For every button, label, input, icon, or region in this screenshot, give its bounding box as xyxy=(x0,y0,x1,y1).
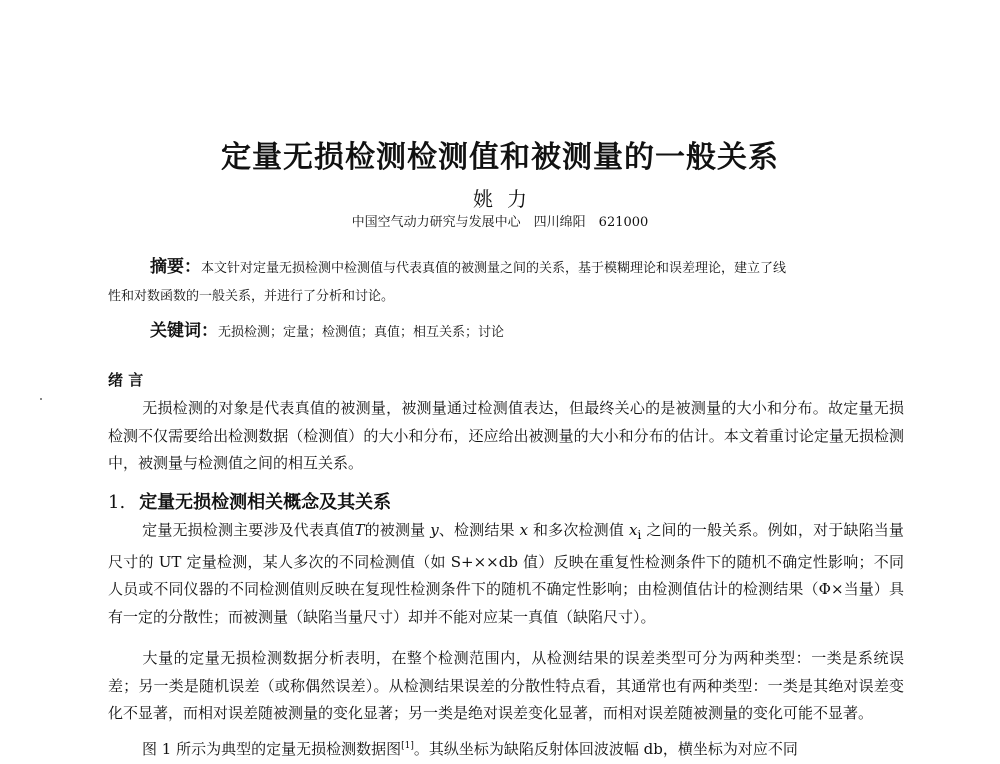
affiliation: 中国空气动力研究与发展中心 四川绵阳 621000 xyxy=(351,215,649,230)
p1-text-d: 和多次检测值 xyxy=(533,521,624,539)
intro-heading: 绪 言 xyxy=(108,371,144,389)
p3-text-b: 。其纵坐标为缺陷反射体回波波幅 db，横坐标为对应不同 xyxy=(413,740,798,758)
p1-text-e: 之间的一般关系。例如，对于缺陷当量尺寸的 UT 定量检测，某人多次的不同检测值（如 S+××db 值）反映在重复性检测条件下的随机不确定性影响；不同人员或不同仪器的不同检测值则反映在复现性检测条件下的随机不确定性影响；由检测值估计的检测结果（Φ×当量）具有一定的分散性；而被测量（缺陷当量尺寸）却并不能对应某一真值（缺陷尺寸）。 xyxy=(108,521,904,626)
p3-text-a: 图 1 所示为典型的定量无损检测数据图 xyxy=(142,740,402,758)
var-x: x xyxy=(519,521,529,539)
p2-text: 大量的定量无损检测数据分析表明，在整个检测范围内，从检测结果的误差类型可分为两种类型：一类是系统误差；另一类是随机误差（或称偶然误差）。从检测结果误差的分散性特点看，其通常也有两种类型：一类是其绝对误差变化不显著，而相对误差随被测量的变化显著；另一类是绝对误差变化显著，而相对误差随被测量的变化可能不显著。 xyxy=(108,649,904,722)
var-xi: x xyxy=(628,521,638,539)
p1-text-a: 定量无损检测主要涉及代表真值 xyxy=(142,521,355,539)
section1-paragraph1 xyxy=(108,517,904,631)
section1-paragraph2 xyxy=(108,645,904,728)
section1-title: 定量无损检测相关概念及其关系 xyxy=(139,492,392,513)
keywords-label: 关键词： xyxy=(150,321,218,341)
var-xi-sub: i xyxy=(637,527,642,542)
abstract-text-line2: 性和对数函数的一般关系，并进行了分析和讨论。 xyxy=(108,289,395,304)
abstract-text-line1: 本文针对定量无损检测中检测值与代表真值的被测量之间的关系，基于模糊理论和误差理论，建立了线 xyxy=(201,261,787,276)
citation-ref[interactable]: [1] xyxy=(401,741,414,751)
var-y: y xyxy=(430,521,439,539)
keywords-text: 无损检测；定量；检测值；真值；相互关系；讨论 xyxy=(218,325,505,340)
section1-number: 1. xyxy=(108,492,126,513)
section1-heading xyxy=(108,488,391,514)
intro-paragraph xyxy=(108,395,904,478)
abstract-block xyxy=(108,253,908,311)
intro-text: 无损检测的对象是代表真值的被测量，被测量通过检测值表达，但最终关心的是被测量的大小和分布。故定量无损检测不仅需要给出检测数据（检测值）的大小和分布，还应给出被测量的大小和分布的估计。本文着重讨论定量无损检测中，被测量与检测值之间的相互关系。 xyxy=(108,399,904,472)
p1-text-b: 的被测量 xyxy=(364,521,426,539)
p1-text-c: 、检测结果 xyxy=(438,521,515,539)
abstract-label: 摘要： xyxy=(150,257,201,277)
author-name: 姚力 xyxy=(473,187,541,211)
paper-title: 定量无损检测检测值和被测量的一般关系 xyxy=(221,140,779,175)
var-T: T xyxy=(354,521,365,539)
keywords-block xyxy=(150,317,504,347)
scan-speck xyxy=(40,398,42,400)
